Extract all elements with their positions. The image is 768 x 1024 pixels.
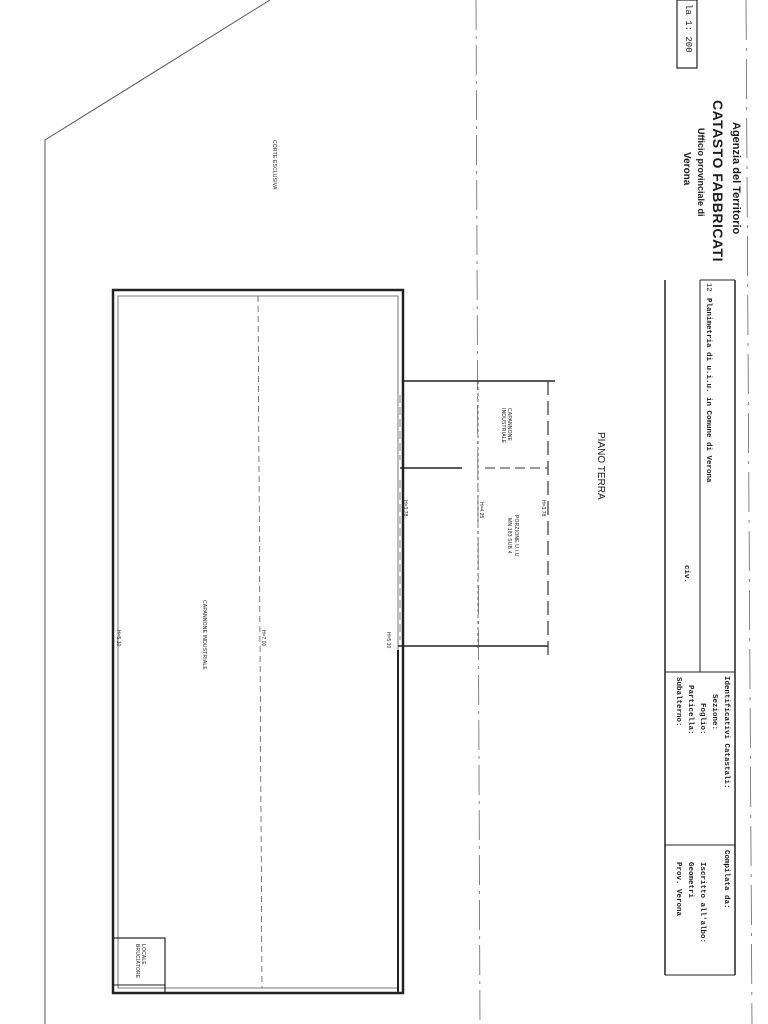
main-building	[113, 290, 403, 993]
identifier-subalterno: Subalterno:	[674, 677, 682, 727]
height-label-1: H=3.78	[540, 500, 546, 517]
height-label-6: H=5.10	[115, 630, 121, 647]
room-capannone-small: CAPANNONE INDUSTRIALE	[500, 408, 512, 444]
office-label: Ufficio provinciale di	[696, 128, 706, 217]
floor-label: PIANO TERRA	[595, 432, 606, 500]
corte-label: CORTE ESCLUSIVA	[271, 140, 277, 190]
scheda-number: 12	[704, 283, 712, 292]
room-porzione: PORZIONE U.I.U.	[513, 515, 519, 559]
agency-name: Agenzia del Territorio	[730, 122, 742, 235]
identifier-sezione: Sezione:	[710, 694, 718, 731]
room-locale: LOCALE BRUCIATORE	[134, 944, 146, 979]
catasto-title: CATASTO FABBRICATI	[710, 100, 726, 262]
height-label-3: H=3.78	[402, 500, 408, 517]
identifier-particella: Particella:	[686, 685, 694, 735]
compiled-albo: Iscritto all'albo:	[698, 862, 706, 944]
scale-label: la 1: 200	[683, 4, 693, 53]
compiled-prov: Prov. Verona	[674, 862, 682, 917]
city-label: Verona	[681, 152, 692, 186]
main-building-inner	[118, 296, 398, 988]
height-label-2: H=4.25	[478, 502, 484, 519]
room-capannone-main: CAPANNONE INDUSTRIALE	[201, 600, 207, 670]
plan-title: Planimetria di u.i.u. in Comune di Verona	[704, 298, 712, 483]
identifier-foglio: Foglio:	[698, 703, 706, 735]
identifiers-header: Identificativi Catastali:	[722, 676, 730, 789]
compiled-header: Compilata da:	[722, 850, 730, 909]
margin-line-2	[746, 0, 752, 1024]
height-label-5: H=7.00	[260, 630, 266, 647]
civ-label: civ.	[682, 565, 690, 584]
height-label-4: H=5.10	[385, 632, 391, 649]
room-porzione-ref: MN 183 SUB 4	[506, 518, 512, 554]
compiled-geometri: Geometri	[686, 862, 694, 899]
lot-boundary	[45, 0, 270, 1024]
